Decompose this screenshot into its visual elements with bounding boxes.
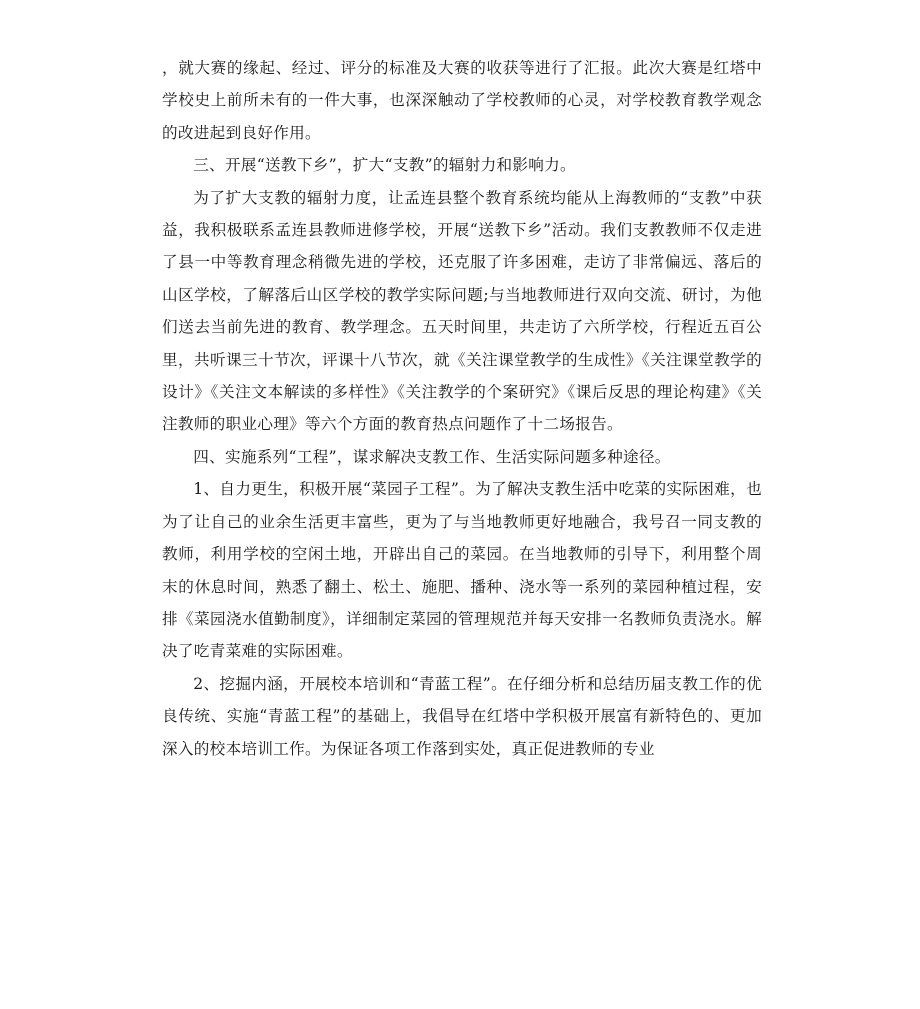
section-heading-3: 三、开展“送教下乡”，扩大“支教”的辐射力和影响力。	[193, 156, 576, 175]
document-body	[162, 52, 762, 765]
section-heading-4: 四、实施系列“工程”，谋求解决支教工作、生活实际问题多种途径。	[193, 447, 671, 466]
paragraph-continuation: ，就大赛的缘起、经过、评分的标准及大赛的收获等进行了汇报。此次大赛是红塔中学校史上前所未有的一件大事，也深深触动了学校教师的心灵，对学校教育教学观念的改进起到良好作用。	[162, 59, 762, 142]
paragraph-vegetable-garden: 1、自力更生，积极开展“菜园子工程”。为了解决支教生活中吃菜的实际困难，也为了让自己的业余生活更丰富些，更为了与当地教师更好地融合，我号召一同支教的教师，利用学校的空闲土地，开辟出自己的菜园。在当地教师的引导下，利用整个周末的休息时间，熟悉了翻土、松土、施肥、播种、浇水等一系列的菜园种植过程，安排《菜园浇水值勤制度》，详细制定菜园的管理规范并每天安排一名教师负责浇水。解决了吃青菜难的实际困难。	[162, 480, 762, 661]
paragraph-school-training: 2、挖掘内涵，开展校本培训和“青蓝工程”。在仔细分析和总结历届支教工作的优良传统、实施“青蓝工程”的基础上，我倡导在红塔中学积极开展富有新特色的、更加深入的校本培训工作。为保证各项工作落到实处，真正促进教师的专业	[162, 674, 762, 758]
paragraph-outreach: 为了扩大支教的辐射力度，让孟连县整个教育系统均能从上海教师的“支教”中获益，我积极联系孟连县教师进修学校，开展“送教下乡”活动。我们支教教师不仅走进了县一中等教育理念稍微先进的学校，还克服了许多困难，走访了非常偏远、落后的山区学校，了解落后山区学校的教学实际问题;与当地教师进行双向交流、研讨，为他们送去当前先进的教育、教学理念。五天时间里，共走访了六所学校，行程近五百公里，共听课三十节次，评课十八节次，就《关注课堂教学的生成性》《关注课堂教学的设计》《关注文本解读的多样性》《关注教学的个案研究》《课后反思的理论构建》《关注教师的职业心理》等六个方面的教育热点问题作了十二场报告。	[162, 188, 762, 434]
